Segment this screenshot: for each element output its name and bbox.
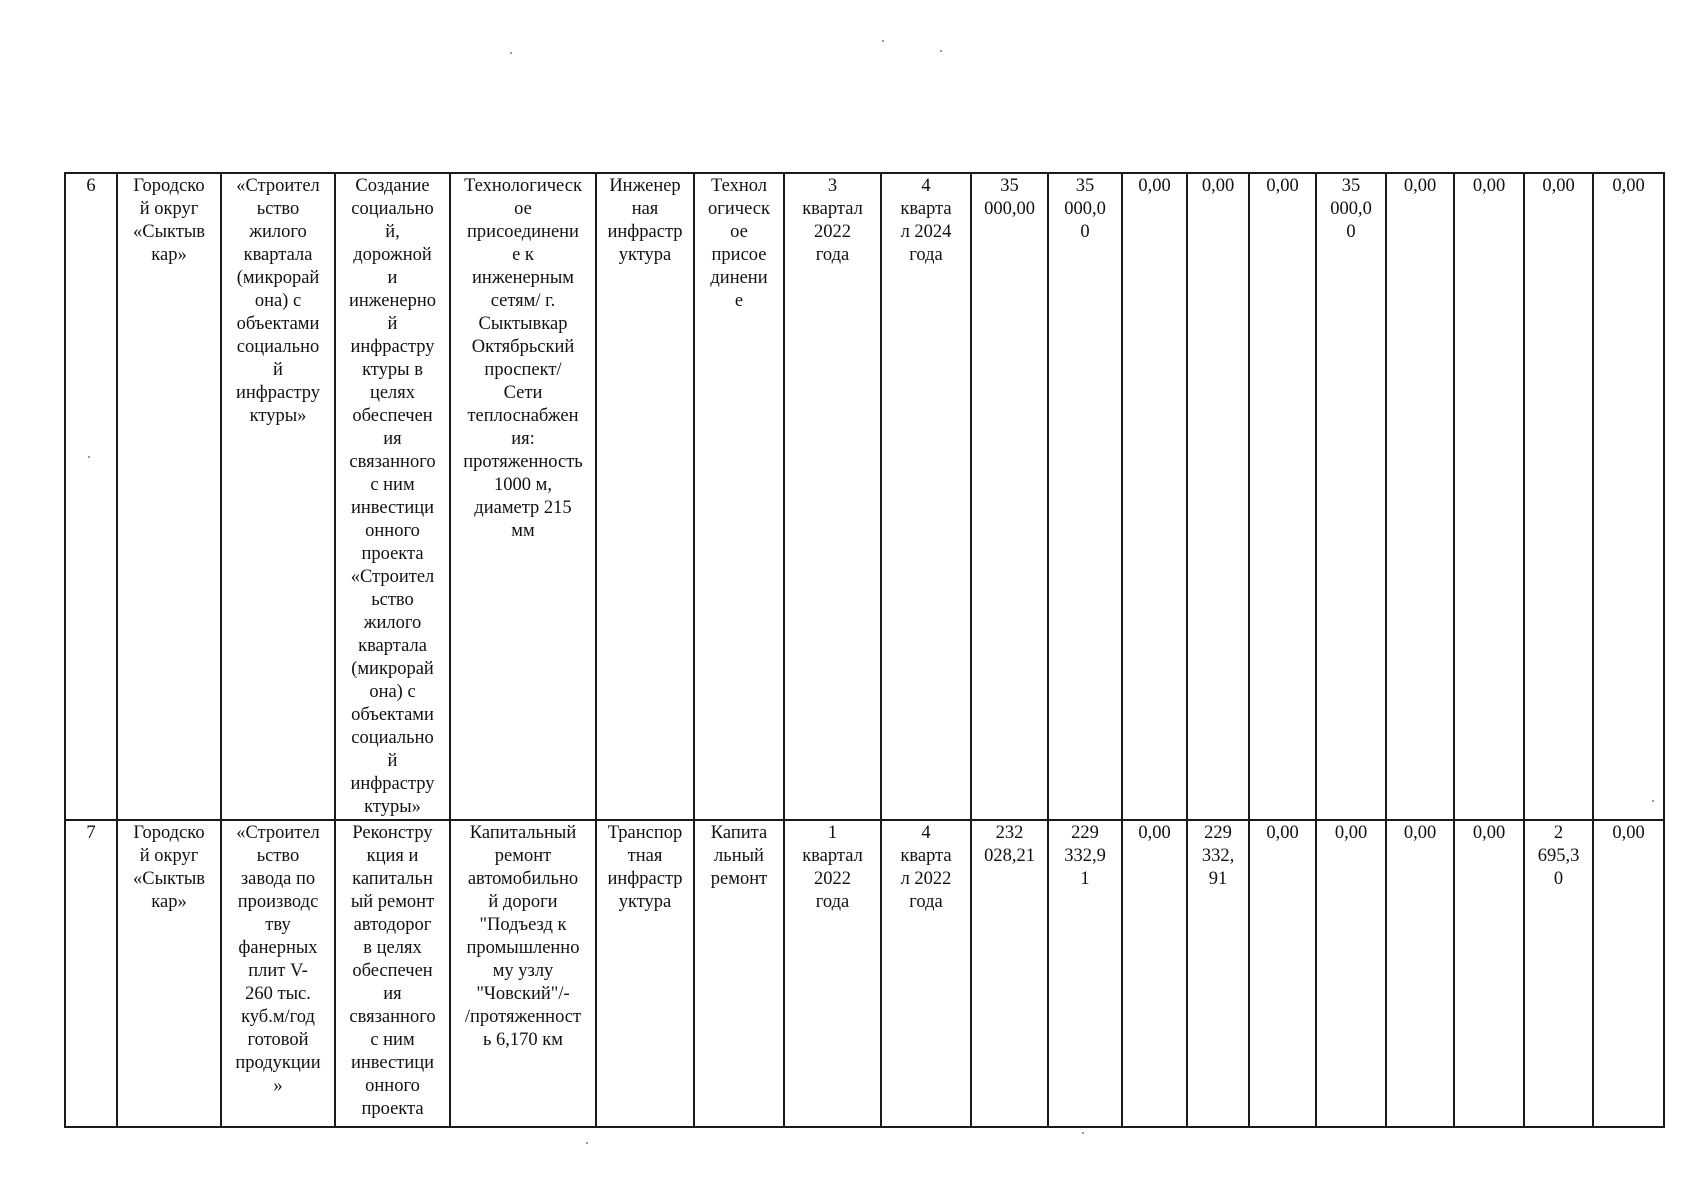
scan-speck	[1652, 800, 1654, 802]
amount-cell: 232 028,21	[971, 820, 1048, 1127]
row-number: 6	[65, 173, 117, 820]
end-period-cell: 4 кварта л 2022 года	[881, 820, 971, 1127]
amount-cell: 0,00	[1249, 820, 1316, 1127]
amount-cell: 2 695,3 0	[1524, 820, 1593, 1127]
table-row	[65, 820, 1664, 1127]
amount-cell: 35 000,00	[971, 173, 1048, 820]
amount-cell: 229 332, 91	[1187, 820, 1249, 1127]
scan-speck	[882, 40, 884, 42]
work-type-cell: Технол огическ ое присое динени е	[694, 173, 784, 820]
amount-cell: 0,00	[1454, 173, 1524, 820]
scan-speck	[1082, 1132, 1084, 1134]
scan-speck	[586, 1142, 588, 1144]
municipality-cell: Городско й округ «Сыктыв кар»	[117, 820, 221, 1127]
scan-speck	[940, 50, 942, 52]
amount-cell: 0,00	[1122, 173, 1187, 820]
infrastructure-type-cell: Транспор тная инфрастр уктура	[596, 820, 694, 1127]
goal-cell: Создание социально й, дорожной и инженерно й инфрастру ктуры в целях обеспечен ия связанного с ним инвестици онного проекта «Строител ьство жилого квартала (микрорай она) с объектами социально й инфрастру ктуры»	[335, 173, 450, 820]
amount-cell: 0,00	[1316, 820, 1386, 1127]
amount-cell: 0,00	[1524, 173, 1593, 820]
amount-cell: 0,00	[1593, 173, 1664, 820]
start-period-cell: 3 квартал 2022 года	[784, 173, 881, 820]
object-description-cell: Капитальный ремонт автомобильно й дороги "Подъезд к промышленно му узлу "Човский"/- /протяженност ь 6,170 км	[450, 820, 596, 1127]
scan-speck	[510, 52, 512, 54]
table-row	[65, 173, 1664, 820]
municipality-cell: Городско й округ «Сыктыв кар»	[117, 173, 221, 820]
object-description-cell: Технологическ ое присоединени е к инженерным сетям/ г. Сыктывкар Октябрьский проспект/ Сети теплоснабжен ия: протяженность 1000 м, диаметр 215 мм	[450, 173, 596, 820]
amount-cell: 0,00	[1187, 173, 1249, 820]
amount-cell: 0,00	[1386, 820, 1454, 1127]
start-period-cell: 1 квартал 2022 года	[784, 820, 881, 1127]
amount-cell: 35 000,0 0	[1048, 173, 1122, 820]
amount-cell: 0,00	[1249, 173, 1316, 820]
amount-cell: 0,00	[1593, 820, 1664, 1127]
amount-cell: 0,00	[1454, 820, 1524, 1127]
row-number: 7	[65, 820, 117, 1127]
amount-cell: 0,00	[1122, 820, 1187, 1127]
project-name-cell: «Строител ьство жилого квартала (микрорай она) с объектами социально й инфрастру ктуры»	[221, 173, 335, 820]
amount-cell: 35 000,0 0	[1316, 173, 1386, 820]
amount-cell: 0,00	[1386, 173, 1454, 820]
scan-speck	[88, 456, 90, 458]
project-name-cell: «Строител ьство завода по производс тву фанерных плит V- 260 тыс. куб.м/год готовой продукции »	[221, 820, 335, 1127]
goal-cell: Реконстру кция и капитальн ый ремонт автодорог в целях обеспечен ия связанного с ним инвестици онного проекта	[335, 820, 450, 1127]
investment-projects-table	[64, 172, 1665, 1128]
amount-cell: 229 332,9 1	[1048, 820, 1122, 1127]
infrastructure-type-cell: Инженер ная инфрастр уктура	[596, 173, 694, 820]
end-period-cell: 4 кварта л 2024 года	[881, 173, 971, 820]
work-type-cell: Капита льный ремонт	[694, 820, 784, 1127]
